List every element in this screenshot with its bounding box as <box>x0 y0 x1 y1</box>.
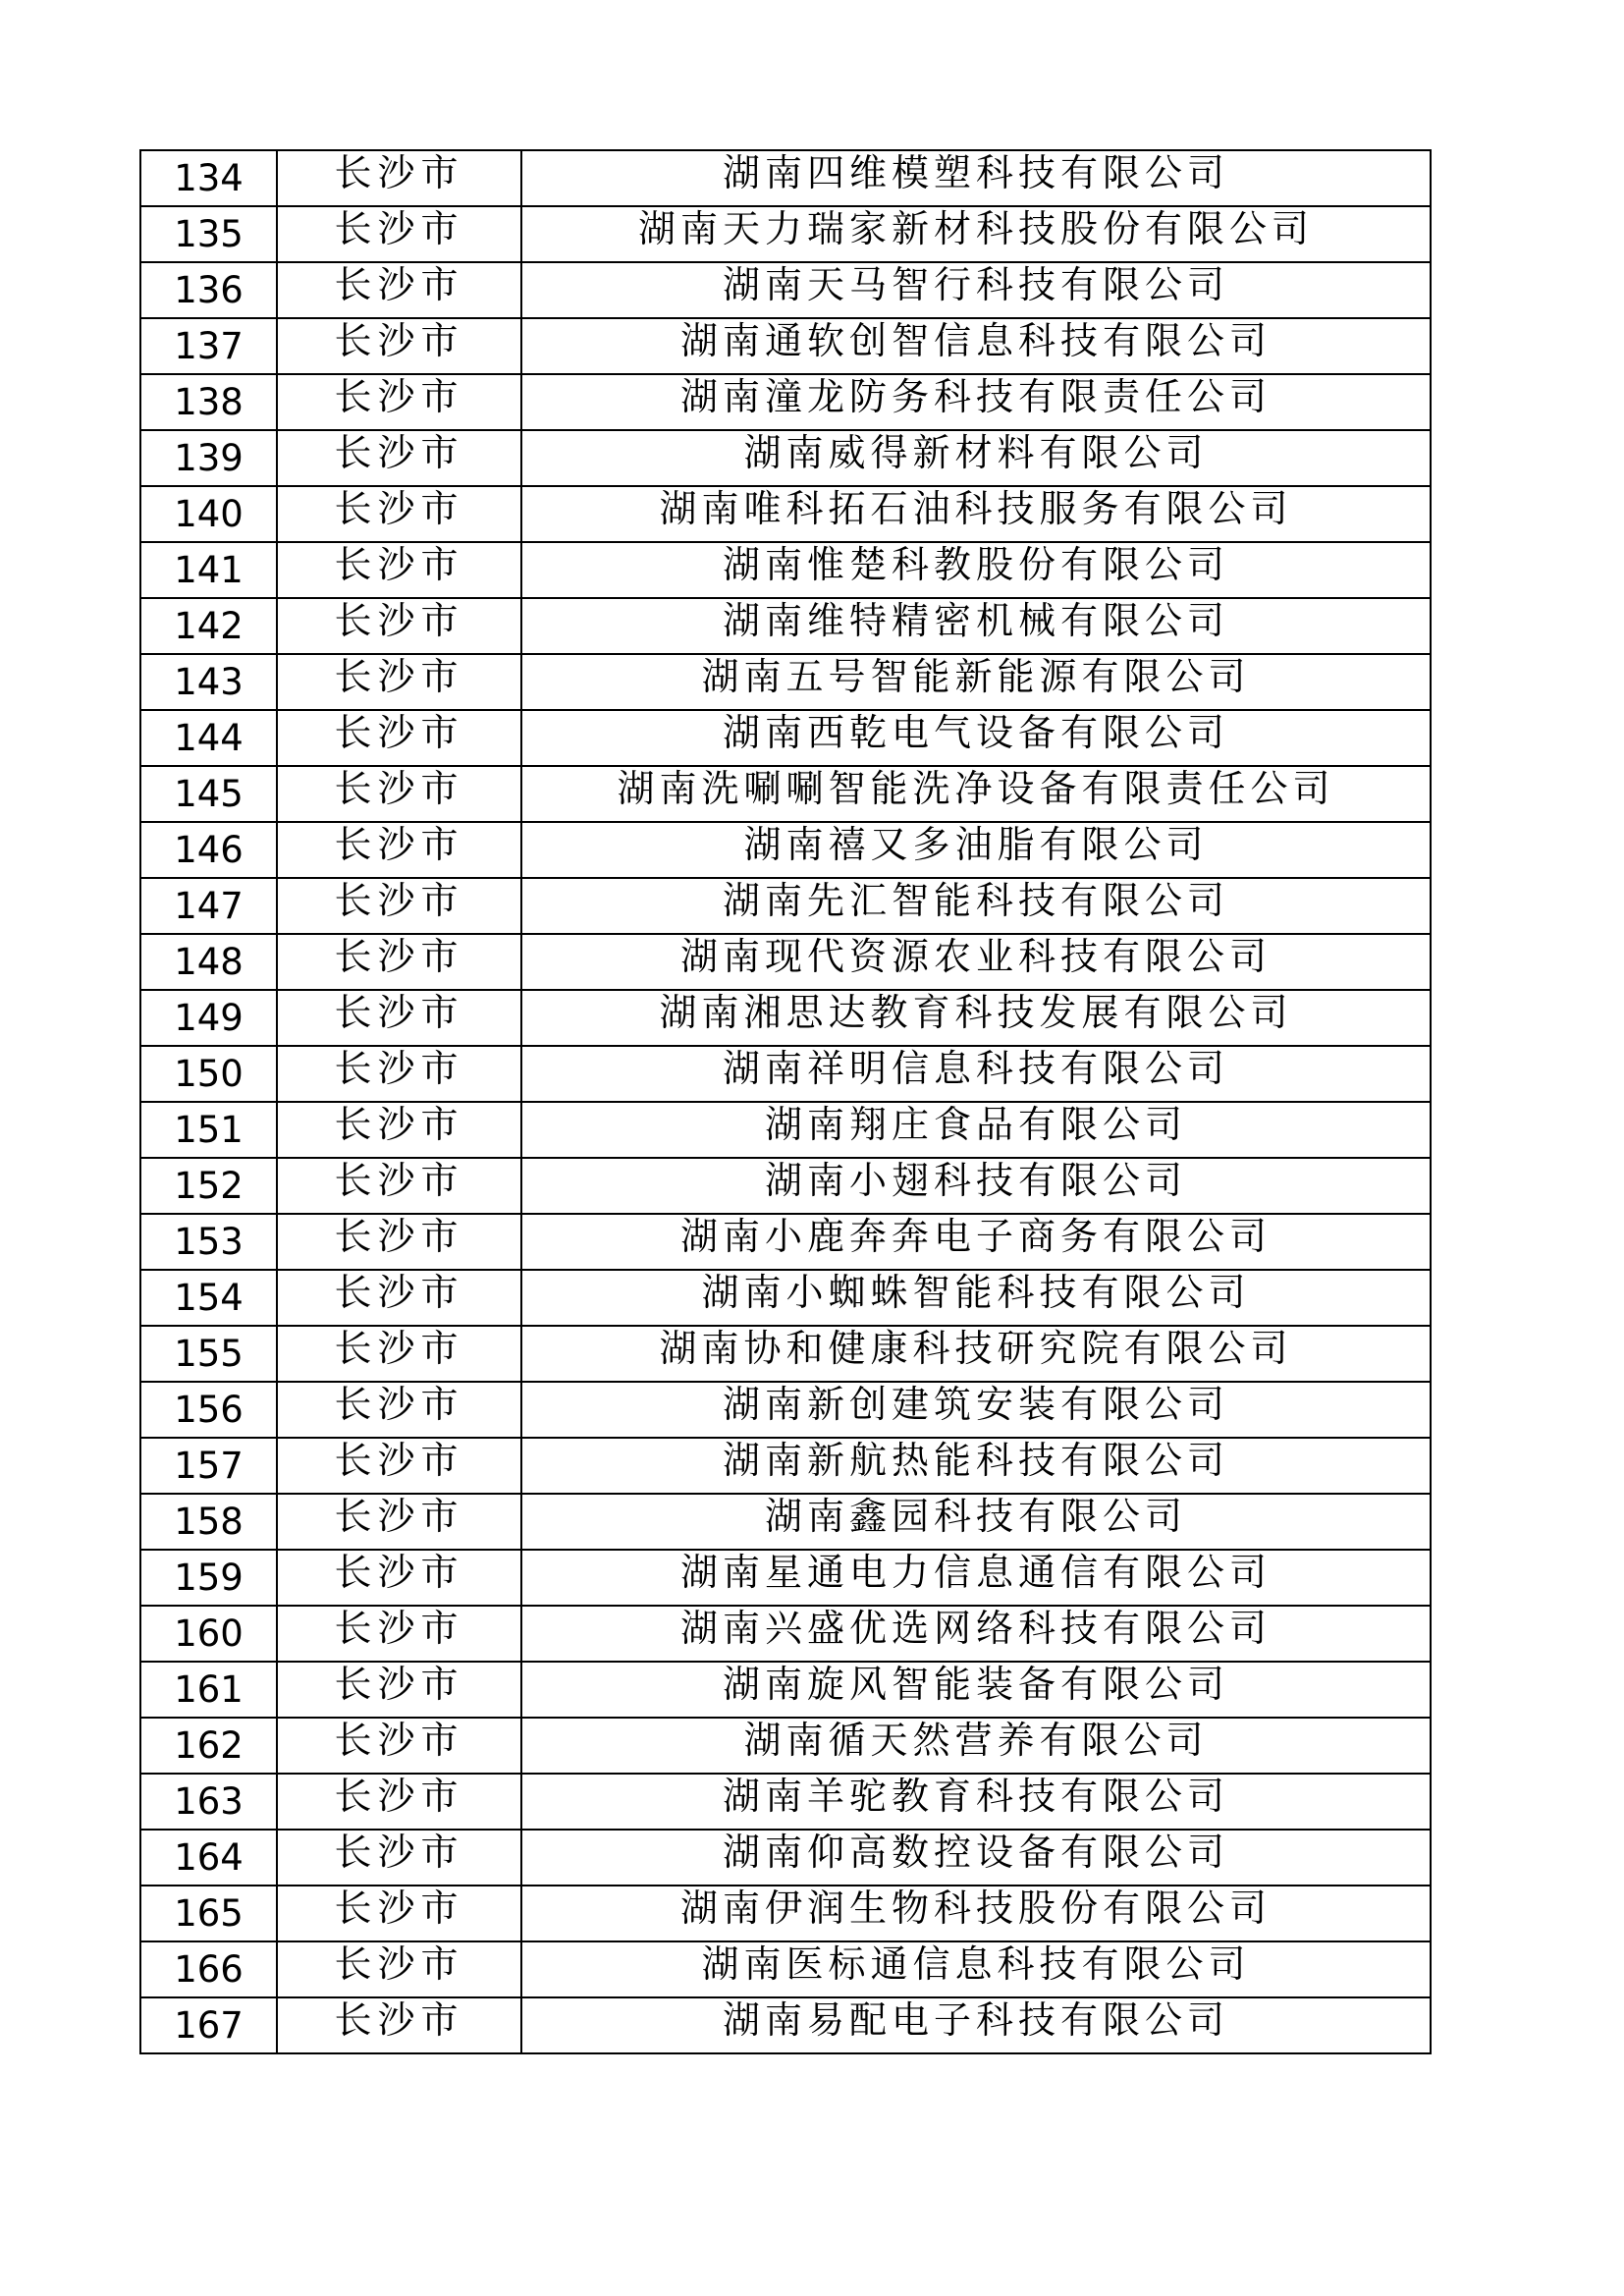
company-name-cell: 湖南新创建筑安装有限公司 <box>521 1382 1431 1438</box>
city-cell: 长沙市 <box>277 1550 521 1606</box>
city-cell: 长沙市 <box>277 766 521 822</box>
company-name-cell: 湖南羊驼教育科技有限公司 <box>521 1774 1431 1830</box>
company-name-cell: 湖南新航热能科技有限公司 <box>521 1438 1431 1494</box>
table-row <box>140 318 1431 374</box>
city-cell: 长沙市 <box>277 1997 521 2053</box>
table-row <box>140 486 1431 542</box>
company-name-cell: 湖南鑫园科技有限公司 <box>521 1494 1431 1550</box>
city-cell: 长沙市 <box>277 1382 521 1438</box>
city-cell: 长沙市 <box>277 1270 521 1326</box>
row-number: 165 <box>140 1886 277 1941</box>
city-cell: 长沙市 <box>277 1046 521 1102</box>
company-name-cell: 湖南天力瑞家新材科技股份有限公司 <box>521 206 1431 262</box>
table-row <box>140 710 1431 766</box>
row-number: 141 <box>140 542 277 598</box>
row-number: 146 <box>140 822 277 878</box>
row-number: 161 <box>140 1662 277 1718</box>
row-number: 154 <box>140 1270 277 1326</box>
company-name-cell: 湖南洗唰唰智能洗净设备有限责任公司 <box>521 766 1431 822</box>
table-row <box>140 1382 1431 1438</box>
table-row <box>140 1997 1431 2053</box>
table-row <box>140 150 1431 206</box>
table-row <box>140 878 1431 934</box>
row-number: 157 <box>140 1438 277 1494</box>
company-name-cell: 湖南五号智能新能源有限公司 <box>521 654 1431 710</box>
table-row <box>140 1774 1431 1830</box>
company-name-cell: 湖南西乾电气设备有限公司 <box>521 710 1431 766</box>
city-cell: 长沙市 <box>277 710 521 766</box>
row-number: 151 <box>140 1102 277 1158</box>
table-row <box>140 766 1431 822</box>
company-name-cell: 湖南伊润生物科技股份有限公司 <box>521 1886 1431 1941</box>
table-row <box>140 262 1431 318</box>
row-number: 147 <box>140 878 277 934</box>
company-name-cell: 湖南医标通信息科技有限公司 <box>521 1941 1431 1997</box>
city-cell: 长沙市 <box>277 1830 521 1886</box>
city-cell: 长沙市 <box>277 206 521 262</box>
city-cell: 长沙市 <box>277 542 521 598</box>
city-cell: 长沙市 <box>277 598 521 654</box>
city-cell: 长沙市 <box>277 430 521 486</box>
company-name-cell: 湖南唯科拓石油科技服务有限公司 <box>521 486 1431 542</box>
company-name-cell: 湖南小蜘蛛智能科技有限公司 <box>521 1270 1431 1326</box>
table-row <box>140 934 1431 990</box>
table-row <box>140 990 1431 1046</box>
table-row <box>140 542 1431 598</box>
row-number: 160 <box>140 1606 277 1662</box>
city-cell: 长沙市 <box>277 374 521 430</box>
city-cell: 长沙市 <box>277 1102 521 1158</box>
table-row <box>140 1270 1431 1326</box>
city-cell: 长沙市 <box>277 1326 521 1382</box>
table-row <box>140 1886 1431 1941</box>
row-number: 156 <box>140 1382 277 1438</box>
row-number: 149 <box>140 990 277 1046</box>
table-row <box>140 430 1431 486</box>
city-cell: 长沙市 <box>277 990 521 1046</box>
row-number: 135 <box>140 206 277 262</box>
company-name-cell: 湖南潼龙防务科技有限责任公司 <box>521 374 1431 430</box>
table-body <box>140 150 1431 2053</box>
city-cell: 长沙市 <box>277 1941 521 1997</box>
table-row <box>140 822 1431 878</box>
company-name-cell: 湖南仰高数控设备有限公司 <box>521 1830 1431 1886</box>
city-cell: 长沙市 <box>277 262 521 318</box>
company-list-table <box>139 149 1432 2054</box>
row-number: 163 <box>140 1774 277 1830</box>
table-row <box>140 1438 1431 1494</box>
row-number: 166 <box>140 1941 277 1997</box>
row-number: 152 <box>140 1158 277 1214</box>
company-name-cell: 湖南禧又多油脂有限公司 <box>521 822 1431 878</box>
city-cell: 长沙市 <box>277 318 521 374</box>
row-number: 145 <box>140 766 277 822</box>
table-row <box>140 1494 1431 1550</box>
city-cell: 长沙市 <box>277 878 521 934</box>
table-row <box>140 1326 1431 1382</box>
table-row <box>140 1830 1431 1886</box>
city-cell: 长沙市 <box>277 934 521 990</box>
company-name-cell: 湖南惟楚科教股份有限公司 <box>521 542 1431 598</box>
city-cell: 长沙市 <box>277 1774 521 1830</box>
table-row <box>140 1550 1431 1606</box>
table-row <box>140 598 1431 654</box>
row-number: 143 <box>140 654 277 710</box>
company-name-cell: 湖南小翅科技有限公司 <box>521 1158 1431 1214</box>
company-name-cell: 湖南旋风智能装备有限公司 <box>521 1662 1431 1718</box>
city-cell: 长沙市 <box>277 1438 521 1494</box>
table-row <box>140 374 1431 430</box>
row-number: 138 <box>140 374 277 430</box>
city-cell: 长沙市 <box>277 1494 521 1550</box>
city-cell: 长沙市 <box>277 1214 521 1270</box>
table-row <box>140 1606 1431 1662</box>
row-number: 158 <box>140 1494 277 1550</box>
company-name-cell: 湖南祥明信息科技有限公司 <box>521 1046 1431 1102</box>
row-number: 164 <box>140 1830 277 1886</box>
row-number: 155 <box>140 1326 277 1382</box>
company-name-cell: 湖南翔庄食品有限公司 <box>521 1102 1431 1158</box>
table-row <box>140 1046 1431 1102</box>
row-number: 167 <box>140 1997 277 2053</box>
row-number: 150 <box>140 1046 277 1102</box>
company-name-cell: 湖南兴盛优选网络科技有限公司 <box>521 1606 1431 1662</box>
city-cell: 长沙市 <box>277 1606 521 1662</box>
company-name-cell: 湖南循天然营养有限公司 <box>521 1718 1431 1774</box>
row-number: 148 <box>140 934 277 990</box>
row-number: 136 <box>140 262 277 318</box>
row-number: 159 <box>140 1550 277 1606</box>
table-row <box>140 654 1431 710</box>
table-row <box>140 1214 1431 1270</box>
city-cell: 长沙市 <box>277 822 521 878</box>
table-row <box>140 1941 1431 1997</box>
city-cell: 长沙市 <box>277 1886 521 1941</box>
row-number: 142 <box>140 598 277 654</box>
row-number: 139 <box>140 430 277 486</box>
row-number: 137 <box>140 318 277 374</box>
company-name-cell: 湖南先汇智能科技有限公司 <box>521 878 1431 934</box>
city-cell: 长沙市 <box>277 654 521 710</box>
company-name-cell: 湖南四维模塑科技有限公司 <box>521 150 1431 206</box>
company-name-cell: 湖南维特精密机械有限公司 <box>521 598 1431 654</box>
table-row <box>140 1718 1431 1774</box>
row-number: 144 <box>140 710 277 766</box>
row-number: 153 <box>140 1214 277 1270</box>
table-row <box>140 206 1431 262</box>
company-name-cell: 湖南天马智行科技有限公司 <box>521 262 1431 318</box>
company-name-cell: 湖南易配电子科技有限公司 <box>521 1997 1431 2053</box>
table-row <box>140 1102 1431 1158</box>
company-name-cell: 湖南星通电力信息通信有限公司 <box>521 1550 1431 1606</box>
city-cell: 长沙市 <box>277 1662 521 1718</box>
row-number: 162 <box>140 1718 277 1774</box>
company-name-cell: 湖南协和健康科技研究院有限公司 <box>521 1326 1431 1382</box>
row-number: 140 <box>140 486 277 542</box>
city-cell: 长沙市 <box>277 486 521 542</box>
table-row <box>140 1158 1431 1214</box>
city-cell: 长沙市 <box>277 1158 521 1214</box>
table-row <box>140 1662 1431 1718</box>
company-name-cell: 湖南通软创智信息科技有限公司 <box>521 318 1431 374</box>
city-cell: 长沙市 <box>277 150 521 206</box>
company-name-cell: 湖南小鹿奔奔电子商务有限公司 <box>521 1214 1431 1270</box>
company-name-cell: 湖南现代资源农业科技有限公司 <box>521 934 1431 990</box>
company-name-cell: 湖南威得新材料有限公司 <box>521 430 1431 486</box>
city-cell: 长沙市 <box>277 1718 521 1774</box>
company-name-cell: 湖南湘思达教育科技发展有限公司 <box>521 990 1431 1046</box>
row-number: 134 <box>140 150 277 206</box>
